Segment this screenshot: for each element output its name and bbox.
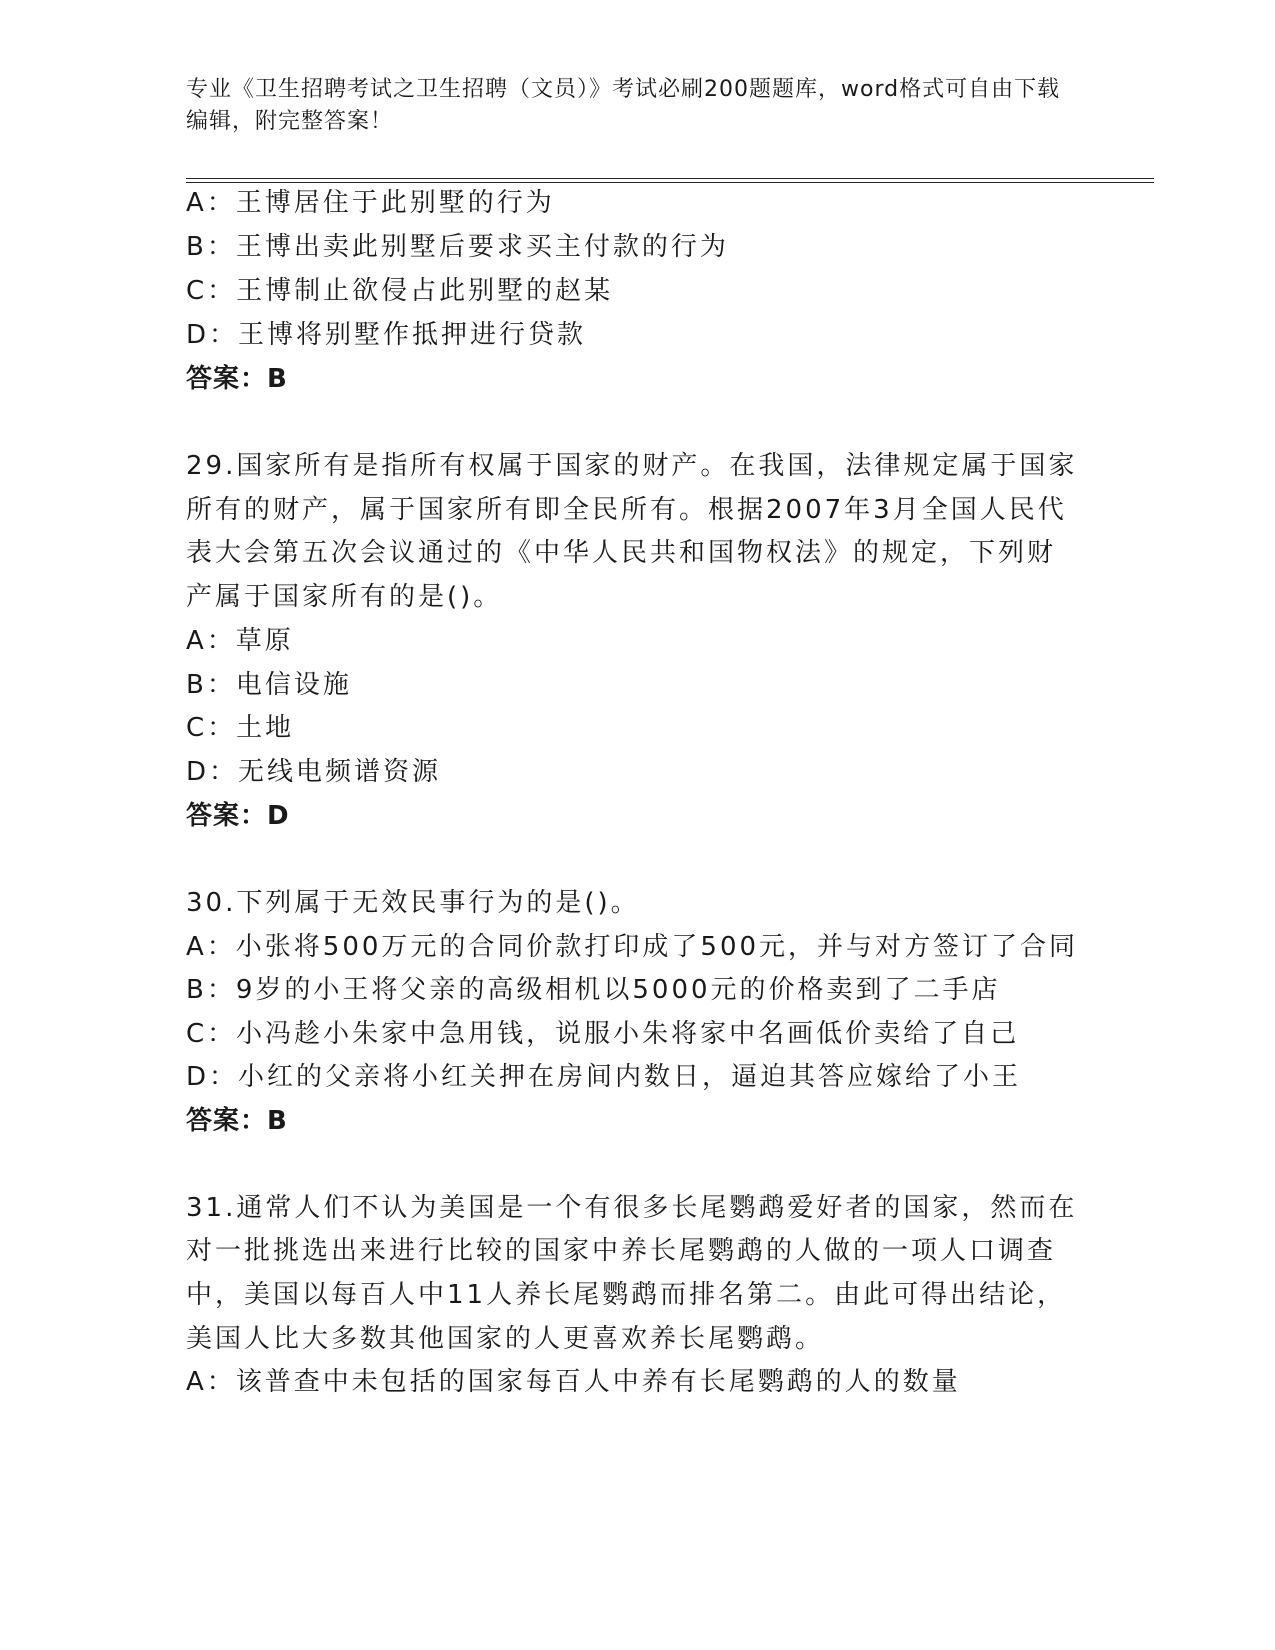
option-c: C：王博制止欲侵占此别墅的赵某 — [186, 276, 614, 306]
question-text-line: 产属于国家所有的是()。 — [186, 582, 503, 612]
option-c: C：土地 — [186, 713, 295, 743]
question-text-line: 中，美国以每百人中11人养长尾鹦鹉而排名第二。由此可得出结论， — [186, 1280, 1067, 1310]
option-b: B：王博出卖此别墅后要求买主付款的行为 — [186, 232, 729, 262]
question-text-line: 表大会第五次会议通过的《中华人民共和国物权法》的规定，下列财 — [186, 538, 1057, 568]
question-text-line: 所有的财产，属于国家所有即全民所有。根据2007年3月全国人民代 — [186, 495, 1067, 525]
question-text-line: 美国人比大多数其他国家的人更喜欢养长尾鹦鹉。 — [186, 1324, 825, 1354]
answer-line: 答案：B — [186, 1106, 288, 1136]
question-text-line: 对一批挑选出来进行比较的国家中养长尾鹦鹉的人做的一项人口调查 — [186, 1236, 1057, 1266]
option-b: B：9岁的小王将父亲的高级相机以5000元的价格卖到了二手店 — [186, 975, 1001, 1005]
question-text-line: 31.通常人们不认为美国是一个有很多长尾鹦鹉爱好者的国家，然而在 — [186, 1193, 1078, 1223]
option-a: A：王博居住于此别墅的行为 — [186, 188, 555, 218]
option-a: A：该普查中未包括的国家每百人中养有长尾鹦鹉的人的数量 — [186, 1367, 961, 1397]
document-header — [186, 74, 1076, 138]
header-text: 专业《卫生招聘考试之卫生招聘（文员）》考试必刷200题题库，word格式可自由下载编辑，附完整答案！ — [186, 77, 1061, 134]
question-text-line: 30.下列属于无效民事行为的是()。 — [186, 888, 640, 918]
header-divider-top — [186, 178, 1154, 179]
answer-line: 答案：D — [186, 801, 290, 831]
option-c: C：小冯趁小朱家中急用钱，说服小朱将家中名画低价卖给了自己 — [186, 1019, 1020, 1049]
option-a: A：小张将500万元的合同价款打印成了500元，并与对方签订了合同 — [186, 932, 1079, 962]
option-a: A：草原 — [186, 626, 294, 656]
option-d: D：无线电频谱资源 — [186, 757, 442, 787]
answer-line: 答案：B — [186, 364, 288, 394]
question-text-line: 29.国家所有是指所有权属于国家的财产。在我国，法律规定属于国家 — [186, 451, 1078, 481]
option-d: D：小红的父亲将小红关押在房间内数日，逼迫其答应嫁给了小王 — [186, 1062, 1022, 1092]
option-d: D：王博将别墅作抵押进行贷款 — [186, 320, 587, 350]
option-b: B：电信设施 — [186, 670, 352, 700]
